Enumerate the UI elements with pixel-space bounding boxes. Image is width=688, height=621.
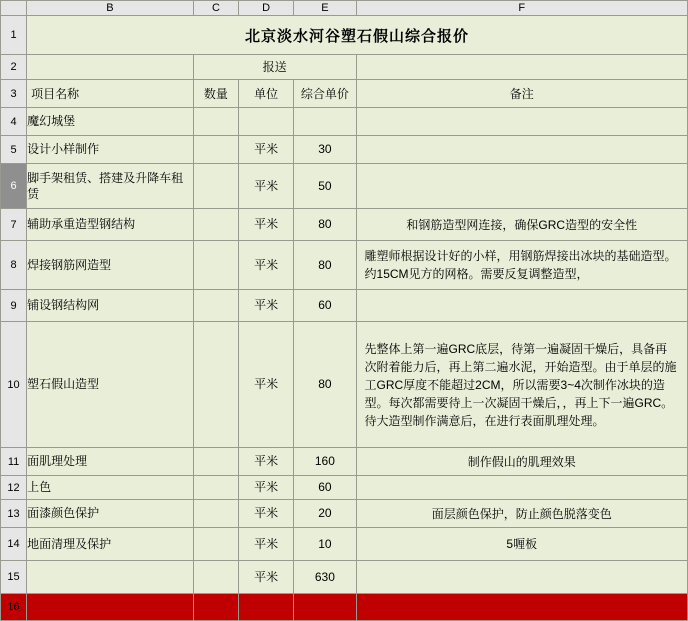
- cell-unit[interactable]: 平米: [239, 209, 294, 241]
- cell-e16[interactable]: [294, 594, 356, 621]
- column-header-e[interactable]: E: [294, 1, 356, 16]
- table-row: [1, 528, 688, 561]
- column-header-row: [1, 1, 688, 16]
- cell-name[interactable]: 塑石假山造型: [27, 322, 194, 448]
- column-header-f[interactable]: F: [356, 1, 687, 16]
- cell-name[interactable]: 地面清理及保护: [27, 528, 194, 561]
- cell-name[interactable]: 辅助承重造型钢结构: [27, 209, 194, 241]
- cell-unit[interactable]: 平米: [239, 322, 294, 448]
- cell-name[interactable]: 脚手架租赁、搭建及升降车租赁: [27, 164, 194, 209]
- cell-remark[interactable]: [356, 164, 687, 209]
- cell-qty[interactable]: [193, 241, 238, 290]
- row-header-8[interactable]: 8: [1, 241, 27, 290]
- header-qty: 数量: [193, 80, 238, 108]
- row-header-3[interactable]: 3: [1, 80, 27, 108]
- cell-remark[interactable]: [356, 561, 687, 594]
- table-row: [1, 108, 688, 136]
- cell-qty[interactable]: [193, 136, 238, 164]
- table-row: [1, 290, 688, 322]
- cell-f16[interactable]: [356, 594, 687, 621]
- cell-name[interactable]: 上色: [27, 476, 194, 500]
- cell-f2[interactable]: [356, 55, 687, 80]
- cell-qty[interactable]: [193, 448, 238, 476]
- cell-remark[interactable]: [356, 108, 687, 136]
- cell-name[interactable]: 魔幻城堡: [27, 108, 194, 136]
- column-header-c[interactable]: C: [193, 1, 238, 16]
- cell-remark[interactable]: 和钢筋造型网连接，确保GRC造型的安全性: [356, 209, 687, 241]
- table-row: [1, 241, 688, 290]
- cell-price[interactable]: 80: [294, 209, 356, 241]
- header-unit: 单位: [239, 80, 294, 108]
- row-header-5[interactable]: 5: [1, 136, 27, 164]
- row-header-16[interactable]: 16: [1, 594, 27, 621]
- table-row: [1, 476, 688, 500]
- table-row: [1, 136, 688, 164]
- cell-qty[interactable]: [193, 209, 238, 241]
- cell-unit[interactable]: 平米: [239, 241, 294, 290]
- cell-price[interactable]: 80: [294, 241, 356, 290]
- cell-d16[interactable]: [239, 594, 294, 621]
- row-header-9[interactable]: 9: [1, 290, 27, 322]
- cell-name[interactable]: 设计小样制作: [27, 136, 194, 164]
- cell-remark[interactable]: 面层颜色保护，防止颜色脱落变色: [356, 500, 687, 528]
- select-all-corner[interactable]: [1, 1, 27, 16]
- cell-remark[interactable]: 5喱板: [356, 528, 687, 561]
- table-row: [1, 561, 688, 594]
- cell-price[interactable]: 630: [294, 561, 356, 594]
- cell-remark[interactable]: [356, 136, 687, 164]
- cell-unit[interactable]: 平米: [239, 528, 294, 561]
- table-row: [1, 209, 688, 241]
- table-row: [1, 16, 688, 55]
- cell-name[interactable]: 面漆颜色保护: [27, 500, 194, 528]
- column-header-b[interactable]: B: [27, 1, 194, 16]
- cell-qty[interactable]: [193, 108, 238, 136]
- cell-name[interactable]: 面肌理处理: [27, 448, 194, 476]
- cell-price[interactable]: 50: [294, 164, 356, 209]
- header-name: 项目名称: [27, 80, 194, 108]
- row-header-13[interactable]: 13: [1, 500, 27, 528]
- cell-unit[interactable]: 平米: [239, 476, 294, 500]
- cell-price[interactable]: 20: [294, 500, 356, 528]
- cell-remark[interactable]: 制作假山的肌理效果: [356, 448, 687, 476]
- row-header-10[interactable]: 10: [1, 322, 27, 448]
- cell-price[interactable]: 10: [294, 528, 356, 561]
- cell-name[interactable]: [27, 561, 194, 594]
- row-header-15[interactable]: 15: [1, 561, 27, 594]
- table-row: [1, 322, 688, 448]
- cell-remark[interactable]: [356, 476, 687, 500]
- table-row: [1, 500, 688, 528]
- cell-name[interactable]: 焊接钢筋网造型: [27, 241, 194, 290]
- cell-unit[interactable]: 平米: [239, 136, 294, 164]
- cell-price[interactable]: 60: [294, 476, 356, 500]
- row-header-12[interactable]: 12: [1, 476, 27, 500]
- row-header-4[interactable]: 4: [1, 108, 27, 136]
- header-remark: 备注: [356, 80, 687, 108]
- row-header-6[interactable]: 6: [1, 164, 27, 209]
- cell-b16[interactable]: [27, 594, 194, 621]
- cell-qty[interactable]: [193, 164, 238, 209]
- cell-price[interactable]: 160: [294, 448, 356, 476]
- table-header-row: [1, 80, 688, 108]
- cell-unit[interactable]: 平米: [239, 500, 294, 528]
- header-price: 综合单价: [294, 80, 356, 108]
- cell-unit[interactable]: 平米: [239, 561, 294, 594]
- cell-remark[interactable]: 雕塑师根据设计好的小样，用钢筋焊接出冰块的基础造型。约15CM见方的网格。需要反复调整造型，: [356, 241, 687, 290]
- subtitle: 报送: [193, 55, 356, 80]
- row-header-2[interactable]: 2: [1, 55, 27, 80]
- cell-qty[interactable]: [193, 290, 238, 322]
- cell-price[interactable]: 80: [294, 322, 356, 448]
- cell-remark[interactable]: 先整体上第一遍GRC底层，待第一遍凝固干燥后，具备再次附着能力后，再上第二遍水泥，开始造型。由于单层的施工GRC厚度不能超过2CM，所以需要3~4次制作冰块的造型。每次都需要待上一次凝固干燥后，，再上下一遍GRC。待大造型制作满意后，在进行表面肌理处理。: [356, 322, 687, 448]
- cell-qty[interactable]: [193, 500, 238, 528]
- table-row: [1, 448, 688, 476]
- cell-qty[interactable]: [193, 528, 238, 561]
- cell-price[interactable]: [294, 108, 356, 136]
- cell-qty[interactable]: [193, 561, 238, 594]
- table-row: [1, 594, 688, 621]
- cell-qty[interactable]: [193, 322, 238, 448]
- cell-unit[interactable]: 平米: [239, 164, 294, 209]
- row-header-14[interactable]: 14: [1, 528, 27, 561]
- cell-b2[interactable]: [27, 55, 194, 80]
- cell-price[interactable]: 30: [294, 136, 356, 164]
- table-row: [1, 55, 688, 80]
- row-header-11[interactable]: 11: [1, 448, 27, 476]
- cell-unit[interactable]: 平米: [239, 448, 294, 476]
- cell-unit[interactable]: [239, 108, 294, 136]
- cell-c16[interactable]: [193, 594, 238, 621]
- row-header-1[interactable]: 1: [1, 16, 27, 55]
- table-row: [1, 164, 688, 209]
- cell-remark[interactable]: [356, 290, 687, 322]
- sheet-title: 北京淡水河谷塑石假山综合报价: [27, 16, 688, 55]
- cell-price[interactable]: 60: [294, 290, 356, 322]
- cell-name[interactable]: 铺设钢结构网: [27, 290, 194, 322]
- cell-unit[interactable]: 平米: [239, 290, 294, 322]
- row-header-7[interactable]: 7: [1, 209, 27, 241]
- cell-qty[interactable]: [193, 476, 238, 500]
- column-header-d[interactable]: D: [239, 1, 294, 16]
